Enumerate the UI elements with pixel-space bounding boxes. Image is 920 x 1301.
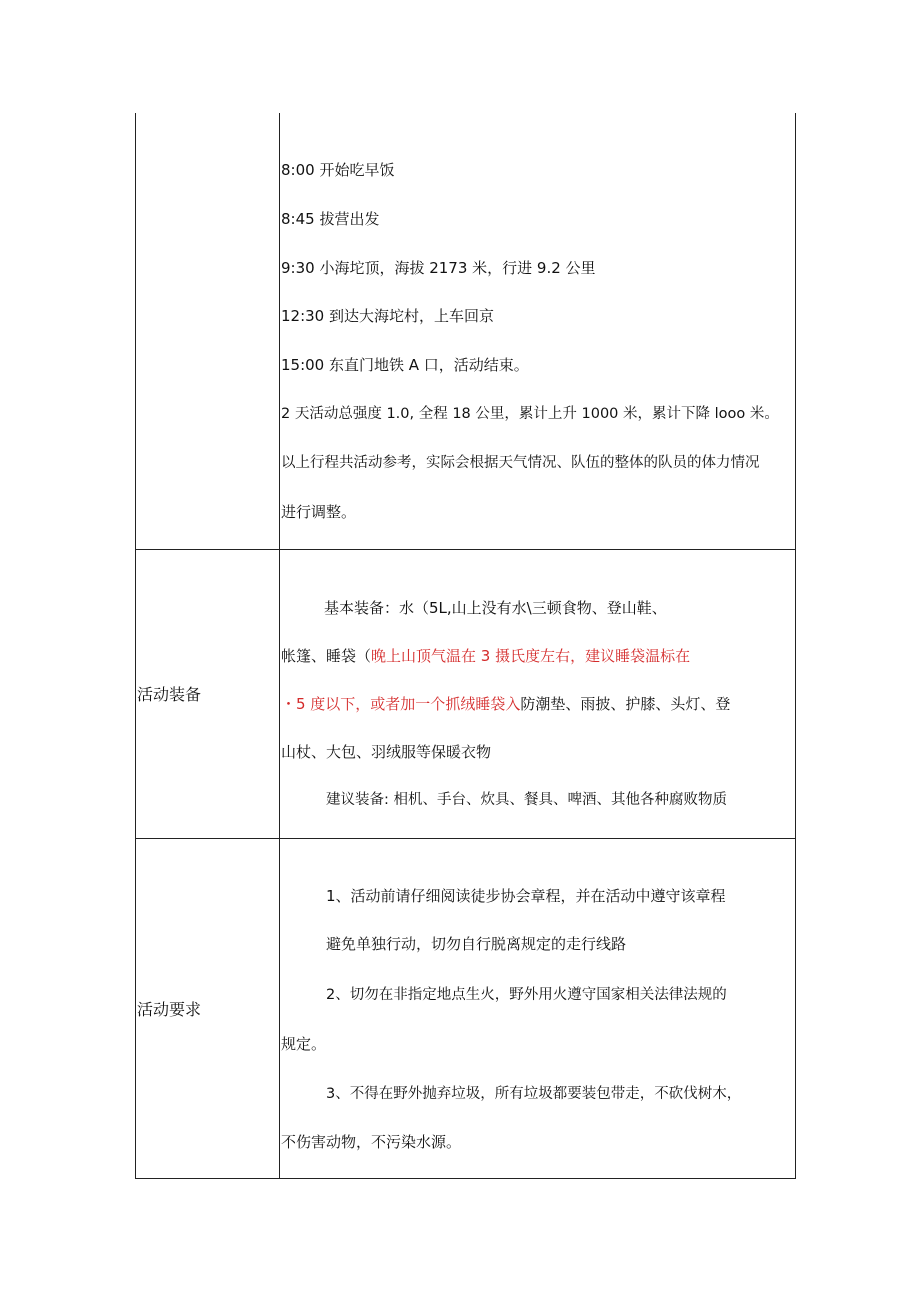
schedule-line: 12:30 到达大海坨村，上车回京	[281, 307, 494, 325]
requirement-item-continued: 不伤害动物，不污染水源。	[281, 1133, 462, 1151]
equipment-label: 活动装备	[137, 685, 202, 704]
requirement-item: 2、切勿在非指定地点生火，野外用火遵守国家相关法律法规的	[326, 987, 727, 1003]
table-row-divider-1	[135, 549, 796, 550]
table-border-bottom	[135, 1178, 796, 1179]
requirement-item: 3、不得在野外抛弃垃圾，所有垃圾都要装包带走，不砍伐树木，	[326, 1086, 742, 1102]
schedule-note: 以上行程共活动参考，实际会根据天气情况、队伍的整体的队员的体力情况	[281, 455, 760, 471]
equipment-basic-line: 基本装备：水（5L,山上没有水\三顿食物、登山鞋、	[324, 599, 667, 617]
schedule-line: 8:45 拔营出发	[281, 210, 380, 228]
requirement-item: 1、活动前请仔细阅读徒步协会章程，并在活动中遵守该章程	[326, 887, 726, 905]
schedule-note-continued: 进行调整。	[281, 503, 357, 521]
equipment-suggested-line: 建议装备: 相机、手台、炊具、餐具、啤酒、其他各种腐败物质	[326, 792, 727, 808]
schedule-line: 15:00 东直门地铁 A 口，活动结束。	[281, 356, 529, 374]
table-row-divider-2	[135, 838, 796, 839]
schedule-summary: 2 天活动总强度 1.0, 全程 18 公里，累计上升 1000 米，累计下降 lооо 米。	[281, 406, 779, 422]
schedule-line: 9:30 小海坨顶，海拔 2173 米，行进 9.2 公里	[281, 259, 596, 277]
requirements-label: 活动要求	[137, 1000, 202, 1019]
equipment-basic-line	[281, 694, 730, 714]
equipment-text: 防潮垫、雨披、护膝、头灯、登	[520, 695, 731, 713]
equipment-sleeping-bag-note: ・5 度以下，或者加一个抓绒睡袋入	[281, 695, 521, 713]
equipment-text: 帐篷、睡袋（	[281, 647, 372, 665]
equipment-basic-line: 山杖、大包、羽绒服等保暖衣物	[281, 743, 492, 761]
equipment-basic-line	[281, 646, 690, 666]
requirement-item-continued: 规定。	[281, 1035, 327, 1053]
requirement-item: 避免单独行动，切勿自行脱离规定的走行线路	[326, 935, 627, 953]
table-border-middle	[279, 113, 280, 1179]
schedule-line: 8:00 开始吃早饭	[281, 161, 395, 179]
equipment-sleeping-bag-note: 晚上山顶气温在 3 摄氏度左右，建议睡袋温标在	[371, 647, 691, 665]
table-border-right	[795, 113, 796, 1179]
table-border-left	[135, 113, 136, 1179]
